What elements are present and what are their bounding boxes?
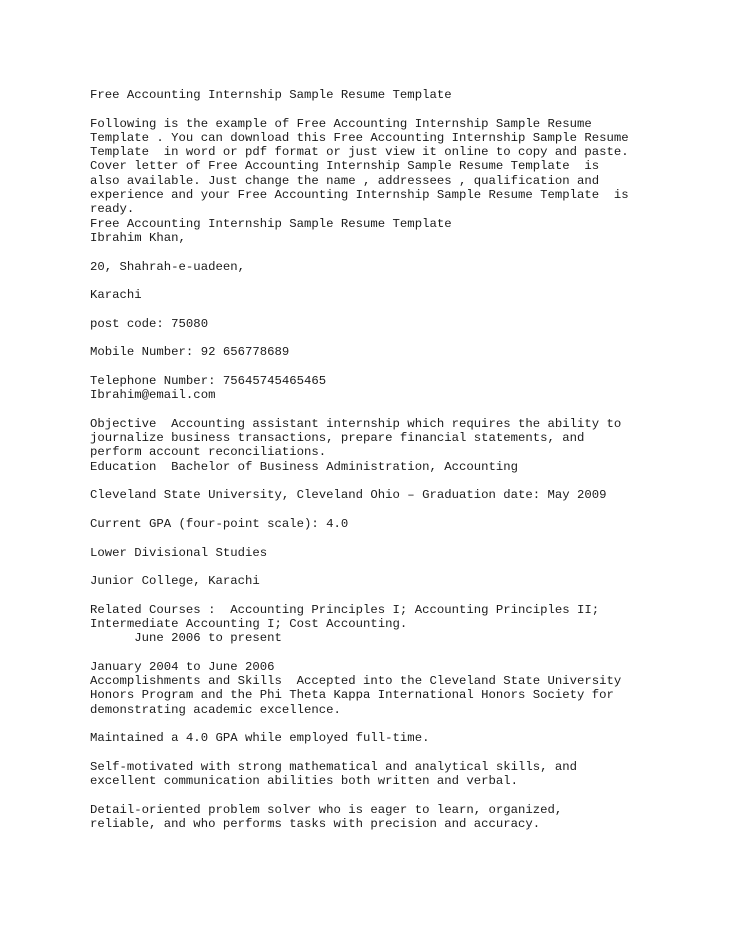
dates-line: January 2004 to June 2006 [90,659,275,674]
spacer [90,403,710,417]
courses-line: Related Courses : Accounting Principles I; Accounting Principles II; [90,602,600,617]
document-title: Free Accounting Internship Sample Resume Template [90,88,452,102]
spacer [90,245,710,259]
objective-line: perform account reconciliations. [90,445,327,460]
intro-line: Template . You can download this Free Accounting Internship Sample Resume [90,130,629,145]
spacer [90,474,710,488]
lower-divisional-heading: Lower Divisional Studies [90,545,268,560]
spacer [90,302,710,316]
intro-line: experience and your Free Accounting Internship Sample Resume Template is [90,188,629,203]
telephone-number: Telephone Number: 75645745465465 [90,373,327,388]
intro-line: ready. [90,202,135,217]
maintained-gpa-line: Maintained a 4.0 GPA while employed full-time. [90,731,430,746]
mobile-number: Mobile Number: 92 656778689 [90,345,290,360]
spacer [90,331,710,345]
intro-line: Template in word or pdf format or just view it online to copy and paste. [90,145,629,160]
self-motivated-line: Self-motivated with strong mathematical and analytical skills, and [90,759,578,774]
accomplishments-line: Accomplishments and Skills Accepted into the Cleveland State University [90,674,622,689]
courses-line: June 2006 to present [90,631,282,646]
spacer [90,560,710,574]
junior-college-line: Junior College, Karachi [90,574,260,589]
objective-line: Objective Accounting assistant internship which requires the ability to [90,416,622,431]
gpa-line: Current GPA (four-point scale): 4.0 [90,516,349,531]
courses-line: Intermediate Accounting I; Cost Accounting. [90,616,408,631]
intro-line: Free Accounting Internship Sample Resume Template [90,216,452,231]
spacer [90,789,710,803]
accomplishments-line: demonstrating academic excellence. [90,702,341,717]
resume-document [90,88,710,831]
spacer [90,646,710,660]
accomplishments-line: Honors Program and the Phi Theta Kappa International Honors Society for [90,688,614,703]
self-motivated-line: excellent communication abilities both written and verbal. [90,774,519,789]
spacer [90,588,710,602]
education-line: Education Bachelor of Business Administration, Accounting [90,459,519,474]
post-code: post code: 75080 [90,316,209,331]
spacer [90,746,710,760]
spacer [90,360,710,374]
spacer [90,503,710,517]
address-street: 20, Shahrah-e-uadeen, [90,259,245,274]
intro-line: also available. Just change the name , addressees , qualification and [90,173,600,188]
intro-line: Following is the example of Free Accounting Internship Sample Resume [90,116,592,131]
detail-oriented-line: reliable, and who performs tasks with precision and accuracy. [90,817,541,832]
address-city: Karachi [90,288,142,303]
spacer [90,102,710,116]
university-line: Cleveland State University, Cleveland Ohio – Graduation date: May 2009 [90,488,607,503]
objective-line: journalize business transactions, prepare financial statements, and [90,431,585,446]
detail-oriented-line: Detail-oriented problem solver who is eager to learn, organized, [90,802,563,817]
spacer [90,531,710,545]
applicant-name: Ibrahim Khan, [90,230,186,245]
intro-line: Cover letter of Free Accounting Internship Sample Resume Template is [90,159,600,174]
email-address: Ibrahim@email.com [90,388,216,403]
spacer [90,274,710,288]
spacer [90,717,710,731]
